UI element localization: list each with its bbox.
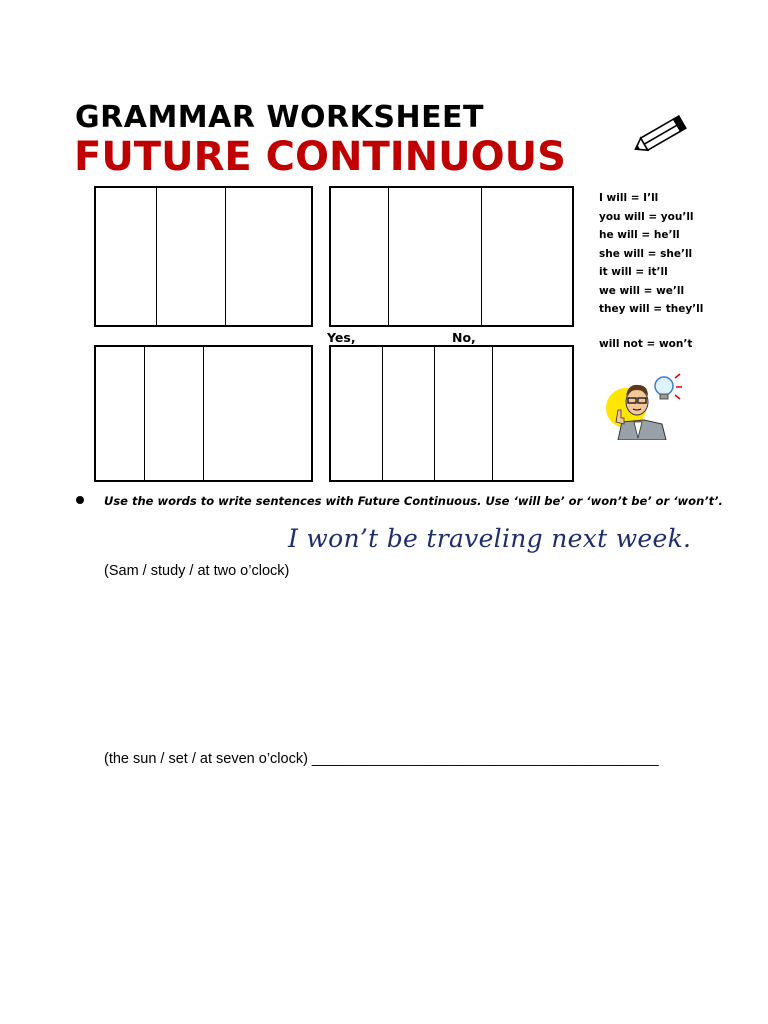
table-column-divider <box>481 188 482 325</box>
contraction-item: you will = you’ll <box>599 210 694 223</box>
contraction-item: it will = it’ll <box>599 266 668 278</box>
contraction-item: they will = they’ll <box>599 303 704 315</box>
teacher-lightbulb-icon <box>604 372 684 440</box>
contractions-list <box>599 189 703 319</box>
contraction-item: he will = he’ll <box>599 229 680 241</box>
worksheet-subtitle: FUTURE CONTINUOUS <box>74 134 566 180</box>
negative-contraction: will not = won’t <box>599 338 693 350</box>
example-answer: I won’t be traveling next week. <box>288 524 692 553</box>
table-column-divider <box>434 347 435 480</box>
contraction-item: we will = we’ll <box>599 284 685 297</box>
table-negative <box>94 345 313 482</box>
pencil-icon <box>632 110 692 160</box>
short-answer-yes: Yes, <box>327 330 356 345</box>
table-column-divider <box>144 347 145 480</box>
short-answer-no: No, <box>452 330 476 345</box>
table-column-divider <box>388 188 389 325</box>
exercise-prompt: (Sam / study / at two o’clock) <box>104 563 290 579</box>
table-question <box>329 186 574 327</box>
table-short-answers <box>329 345 574 482</box>
table-column-divider <box>225 188 226 325</box>
table-column-divider <box>492 347 493 480</box>
bullet-point <box>76 496 84 504</box>
table-column-divider <box>382 347 383 480</box>
table-affirmative <box>94 186 313 327</box>
contraction-item: she will = she’ll <box>599 247 693 260</box>
worksheet-title: GRAMMAR WORKSHEET <box>75 100 485 135</box>
exercise-prompt: (the sun / set / at seven o’clock) ___________________________________________ <box>104 751 659 767</box>
table-column-divider <box>156 188 157 325</box>
instruction-text: Use the words to write sentences with Future Continuous. Use ‘will be’ or ‘won’t be’ or ‘won’t’. <box>104 494 723 508</box>
table-column-divider <box>203 347 204 480</box>
contraction-item: I will = I’ll <box>599 192 659 204</box>
